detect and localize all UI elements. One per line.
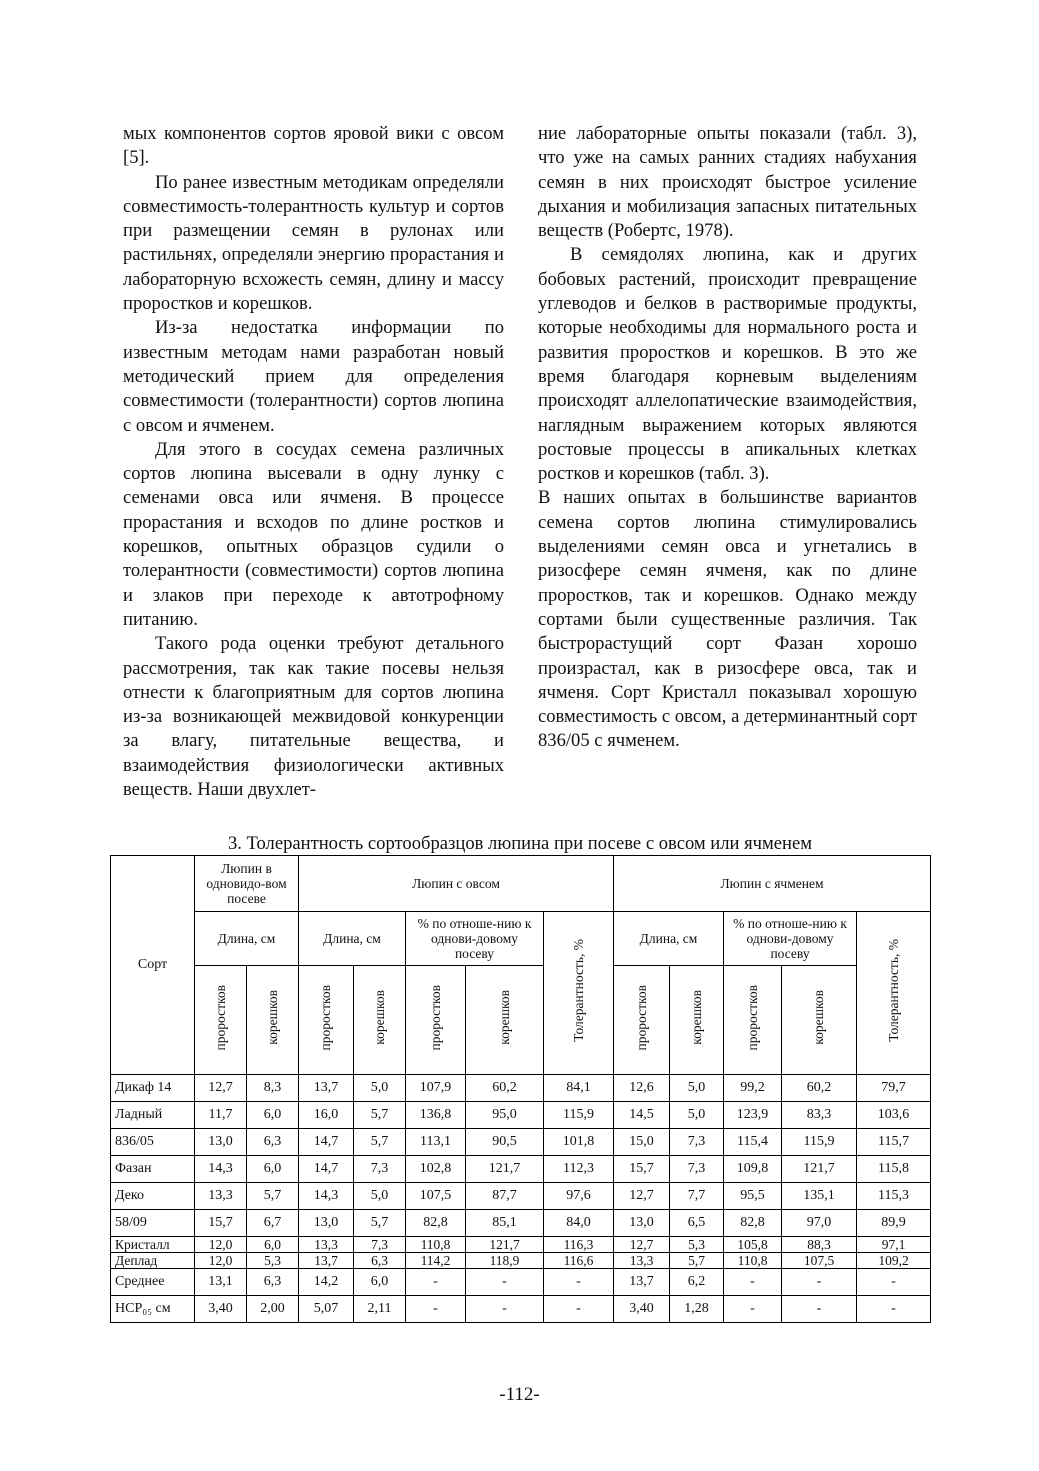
table-body bbox=[111, 1075, 931, 1323]
table-cell: 95,0 bbox=[466, 1102, 544, 1129]
table-cell: 97,0 bbox=[782, 1210, 857, 1237]
table-cell: 60,2 bbox=[466, 1075, 544, 1102]
table-cell: 7,3 bbox=[670, 1156, 724, 1183]
paragraph: По ранее известным методикам определяли совместимость-толерантность культур и сортов при размещении семян в рулонах или растильнях, определяли энергию прорастания и лабораторную всхожесть семян, длину и массу проростков и корешков. bbox=[123, 171, 504, 315]
table-cell: 16,0 bbox=[299, 1102, 354, 1129]
table-cell: - bbox=[406, 1296, 466, 1323]
table-row bbox=[111, 1296, 931, 1323]
table-cell: 13,3 bbox=[299, 1237, 354, 1253]
left-text-column bbox=[123, 122, 504, 802]
table-cell: 5,3 bbox=[247, 1253, 299, 1269]
right-text-column bbox=[538, 122, 917, 754]
header-roots: корешков bbox=[670, 966, 724, 1075]
table-cell: 6,0 bbox=[247, 1237, 299, 1253]
table-cell: 136,8 bbox=[406, 1102, 466, 1129]
row-label: Кристалл bbox=[111, 1237, 195, 1253]
table-cell: 115,4 bbox=[724, 1129, 782, 1156]
table-cell: 14,3 bbox=[195, 1156, 247, 1183]
header-roots: корешков bbox=[354, 966, 406, 1075]
table-cell: 6,0 bbox=[247, 1102, 299, 1129]
table-cell: - bbox=[406, 1269, 466, 1296]
table-cell: 115,9 bbox=[782, 1129, 857, 1156]
header-with-oat: Люпин с овсом bbox=[299, 856, 614, 912]
header-oat-percent: % по отноше-нию к однови-довому посеву bbox=[406, 912, 544, 966]
table-cell: 2,00 bbox=[247, 1296, 299, 1323]
paragraph: мых компонентов сортов яровой вики с овсом [5]. bbox=[123, 123, 504, 169]
table-cell: 13,3 bbox=[195, 1183, 247, 1210]
table-row bbox=[111, 1102, 931, 1129]
table-cell: 105,8 bbox=[724, 1237, 782, 1253]
header-barley-tolerance: Толерантность, % bbox=[857, 912, 931, 1075]
header-roots: корешков bbox=[247, 966, 299, 1075]
table-cell: 6,3 bbox=[354, 1253, 406, 1269]
paragraph: В наших опытах в большинстве вариантов семена сортов люпина стимулировались выделениями семян овса и угнетались в ризосфере семян ячменя, как по длине проростков, так и корешков. Однако между сортами были существенные различия. Так быстрорастущий сорт Фазан хорошо произрастал, как в ризосфере овса, так и ячменя. Сорт Кристалл показывал хорошую совместимость с овсом, а детерминантный сорт 836/05 с ячменем. bbox=[538, 487, 917, 752]
table-cell: 87,7 bbox=[466, 1183, 544, 1210]
table-cell: 97,1 bbox=[857, 1237, 931, 1253]
table-cell: - bbox=[466, 1296, 544, 1323]
table-cell: 14,5 bbox=[614, 1102, 670, 1129]
table-cell: 15,0 bbox=[614, 1129, 670, 1156]
row-label: Фазан bbox=[111, 1156, 195, 1183]
table-cell: - bbox=[857, 1269, 931, 1296]
header-sprouts: проростков bbox=[195, 966, 247, 1075]
table-cell: - bbox=[782, 1296, 857, 1323]
header-single-length: Длина, см bbox=[195, 912, 299, 966]
header-roots: корешков bbox=[466, 966, 544, 1075]
table-cell: 7,3 bbox=[354, 1156, 406, 1183]
table-cell: 5,0 bbox=[354, 1075, 406, 1102]
table-cell: 15,7 bbox=[614, 1156, 670, 1183]
table-cell: 5,7 bbox=[670, 1253, 724, 1269]
table-cell: 13,7 bbox=[299, 1075, 354, 1102]
table-row bbox=[111, 1156, 931, 1183]
table-cell: 5,0 bbox=[670, 1075, 724, 1102]
table-cell: 118,9 bbox=[466, 1253, 544, 1269]
table-cell: - bbox=[466, 1269, 544, 1296]
header-sprouts: проростков bbox=[406, 966, 466, 1075]
table-cell: 5,7 bbox=[354, 1102, 406, 1129]
table-cell: 13,3 bbox=[614, 1253, 670, 1269]
table-cell: 12,7 bbox=[195, 1075, 247, 1102]
table-cell: 123,9 bbox=[724, 1102, 782, 1129]
table-cell: - bbox=[724, 1269, 782, 1296]
table-cell: 115,7 bbox=[857, 1129, 931, 1156]
table-cell: 3,40 bbox=[195, 1296, 247, 1323]
table-cell: 13,1 bbox=[195, 1269, 247, 1296]
table-cell: 112,3 bbox=[544, 1156, 614, 1183]
table-cell: 107,5 bbox=[782, 1253, 857, 1269]
table-cell: 7,3 bbox=[354, 1237, 406, 1253]
table-cell: 14,7 bbox=[299, 1129, 354, 1156]
table-cell: 12,7 bbox=[614, 1237, 670, 1253]
table-cell: - bbox=[724, 1296, 782, 1323]
table-cell: 107,9 bbox=[406, 1075, 466, 1102]
paragraph: Для этого в сосудах семена различных сортов люпина высевали в одну лунку с семенами овса или ячменя. В процессе прорастания и всходов по длине ростков и корешков, опытных образцов судили о толерантности (совместимости) сортов люпина и злаков при переходе к автотрофному питанию. bbox=[123, 438, 504, 630]
paragraph: ние лабораторные опыты показали (табл. 3), что уже на самых ранних стадиях набухания семян в них происходят быстрое усиление дыхания и мобилизация запасных питательных веществ (Робертс, 1978). bbox=[538, 123, 917, 242]
table-cell: - bbox=[544, 1269, 614, 1296]
table-cell: 101,8 bbox=[544, 1129, 614, 1156]
table-cell: 12,7 bbox=[614, 1183, 670, 1210]
paragraph: В семядолях люпина, как и других бобовых растений, происходит превращение углеводов и белков в растворимые продукты, которые необходимы для нормального роста и развития проростков и корешков. В это же время благодаря корневым выделениям происходят аллелопатические взаимодействия, наглядным выражением которых являются ростовые процессы в апикальных клетках ростков и корешков (табл. 3). bbox=[538, 244, 917, 485]
table-cell: 5,0 bbox=[670, 1102, 724, 1129]
row-label: Деплад bbox=[111, 1253, 195, 1269]
table-cell: 109,8 bbox=[724, 1156, 782, 1183]
table-cell: 113,1 bbox=[406, 1129, 466, 1156]
table-cell: 6,3 bbox=[247, 1129, 299, 1156]
table-cell: 90,5 bbox=[466, 1129, 544, 1156]
row-label: 836/05 bbox=[111, 1129, 195, 1156]
table-cell: 116,3 bbox=[544, 1237, 614, 1253]
tolerance-table bbox=[110, 855, 931, 1323]
table-cell: 3,40 bbox=[614, 1296, 670, 1323]
table-cell: 6,0 bbox=[354, 1269, 406, 1296]
table-cell: 82,8 bbox=[724, 1210, 782, 1237]
table-cell: 5,7 bbox=[354, 1210, 406, 1237]
table-cell: 6,7 bbox=[247, 1210, 299, 1237]
row-label: НСР₀₅ см bbox=[111, 1296, 195, 1323]
header-sprouts: проростков bbox=[614, 966, 670, 1075]
table-cell: 99,2 bbox=[724, 1075, 782, 1102]
table-cell: 6,0 bbox=[247, 1156, 299, 1183]
table-row bbox=[111, 1269, 931, 1296]
table-cell: 15,7 bbox=[195, 1210, 247, 1237]
table-cell: 95,5 bbox=[724, 1183, 782, 1210]
row-label: 58/09 bbox=[111, 1210, 195, 1237]
page-number: -112- bbox=[499, 1384, 540, 1405]
header-barley-length: Длина, см bbox=[614, 912, 724, 966]
table-cell: 11,7 bbox=[195, 1102, 247, 1129]
table-cell: 5,7 bbox=[354, 1129, 406, 1156]
table-cell: 5,07 bbox=[299, 1296, 354, 1323]
table-cell: 135,1 bbox=[782, 1183, 857, 1210]
table-cell: - bbox=[857, 1296, 931, 1323]
table-cell: 14,7 bbox=[299, 1156, 354, 1183]
table-cell: 1,28 bbox=[670, 1296, 724, 1323]
table-cell: 109,2 bbox=[857, 1253, 931, 1269]
paragraph: Такого рода оценки требуют детального рассмотрения, так как такие посевы нельзя отнести к благоприятным для сортов люпина из-за возникающей межвидовой конкуренции за влагу, питательные вещества, и взаимодействия физиологически активных веществ. Наши двухлет- bbox=[123, 633, 504, 801]
table-cell: 14,2 bbox=[299, 1269, 354, 1296]
row-label: Дикаф 14 bbox=[111, 1075, 195, 1102]
table-cell: 114,2 bbox=[406, 1253, 466, 1269]
table-cell: 12,0 bbox=[195, 1237, 247, 1253]
table-row bbox=[111, 1183, 931, 1210]
header-sprouts: проростков bbox=[299, 966, 354, 1075]
header-sprouts: проростков bbox=[724, 966, 782, 1075]
table-cell: 12,0 bbox=[195, 1253, 247, 1269]
table-cell: 14,3 bbox=[299, 1183, 354, 1210]
table-cell: 84,0 bbox=[544, 1210, 614, 1237]
table-cell: 121,7 bbox=[466, 1156, 544, 1183]
table-row bbox=[111, 1237, 931, 1253]
table-cell: 116,6 bbox=[544, 1253, 614, 1269]
table-cell: 110,8 bbox=[724, 1253, 782, 1269]
header-barley-percent: % по отноше-нию к однови-довому посеву bbox=[724, 912, 857, 966]
row-label: Среднее bbox=[111, 1269, 195, 1296]
table-row bbox=[111, 1129, 931, 1156]
table-cell: 6,3 bbox=[247, 1269, 299, 1296]
table-cell: 13,7 bbox=[299, 1253, 354, 1269]
table-cell: 107,5 bbox=[406, 1183, 466, 1210]
header-roots: корешков bbox=[782, 966, 857, 1075]
table-cell: 115,9 bbox=[544, 1102, 614, 1129]
table-cell: 13,0 bbox=[299, 1210, 354, 1237]
table-cell: 7,7 bbox=[670, 1183, 724, 1210]
table-cell: 7,3 bbox=[670, 1129, 724, 1156]
table-cell: 102,8 bbox=[406, 1156, 466, 1183]
table-cell: 79,7 bbox=[857, 1075, 931, 1102]
table-cell: 2,11 bbox=[354, 1296, 406, 1323]
table-cell: 97,6 bbox=[544, 1183, 614, 1210]
table-cell: 82,8 bbox=[406, 1210, 466, 1237]
table-cell: 5,3 bbox=[670, 1237, 724, 1253]
table-cell: 83,3 bbox=[782, 1102, 857, 1129]
header-oat-tolerance: Толерантность, % bbox=[544, 912, 614, 1075]
table-cell: 60,2 bbox=[782, 1075, 857, 1102]
table-cell: 89,9 bbox=[857, 1210, 931, 1237]
table-cell: 8,3 bbox=[247, 1075, 299, 1102]
table-cell: - bbox=[782, 1269, 857, 1296]
table-cell: 6,5 bbox=[670, 1210, 724, 1237]
table-row bbox=[111, 1210, 931, 1237]
table-cell: 115,3 bbox=[857, 1183, 931, 1210]
table-cell: 13,7 bbox=[614, 1269, 670, 1296]
table-cell: 12,6 bbox=[614, 1075, 670, 1102]
paragraph: Из-за недостатка информации по известным методам нами разработан новый методический прием для определения совместимости (толерантности) сортов люпина с овсом и ячменем. bbox=[123, 317, 504, 436]
table-row bbox=[111, 1253, 931, 1269]
table-cell: 13,0 bbox=[614, 1210, 670, 1237]
header-with-barley: Люпин с ячменем bbox=[614, 856, 931, 912]
table-cell: 88,3 bbox=[782, 1237, 857, 1253]
table-cell: 115,8 bbox=[857, 1156, 931, 1183]
header-oat-length: Длина, см bbox=[299, 912, 406, 966]
table-row bbox=[111, 1075, 931, 1102]
table-caption: 3. Толерантность сортообразцов люпина при посеве с овсом или ячменем bbox=[227, 833, 813, 854]
table-cell: 103,6 bbox=[857, 1102, 931, 1129]
table-cell: 5,0 bbox=[354, 1183, 406, 1210]
table-cell: 84,1 bbox=[544, 1075, 614, 1102]
table-cell: - bbox=[544, 1296, 614, 1323]
table-cell: 5,7 bbox=[247, 1183, 299, 1210]
table-cell: 110,8 bbox=[406, 1237, 466, 1253]
table-cell: 121,7 bbox=[782, 1156, 857, 1183]
row-label: Деко bbox=[111, 1183, 195, 1210]
header-single-sowing: Люпин в одновидо-вом посеве bbox=[195, 856, 299, 912]
table-cell: 6,2 bbox=[670, 1269, 724, 1296]
row-label: Ладный bbox=[111, 1102, 195, 1129]
table-cell: 121,7 bbox=[466, 1237, 544, 1253]
header-sort: Сорт bbox=[111, 856, 195, 1075]
table-cell: 13,0 bbox=[195, 1129, 247, 1156]
table-cell: 85,1 bbox=[466, 1210, 544, 1237]
